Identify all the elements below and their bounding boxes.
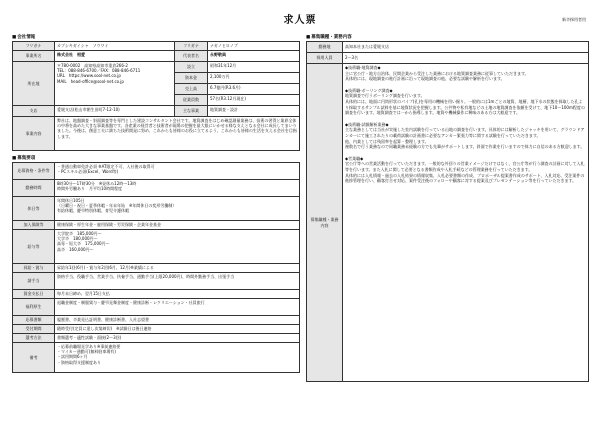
hires-label: 採用人員 <box>307 53 343 64</box>
job-type-label: 募集職種・業務内容 <box>307 64 343 382</box>
recruit-label: 受付期間 <box>13 325 55 334</box>
address-line: URL https://www.sool-net.co.jp <box>57 73 121 79</box>
business-label: 事業内容 <box>13 117 55 151</box>
branch-label: 支店 <box>13 106 55 117</box>
rep-name: 永野敬典 <box>208 51 300 62</box>
recruit-label: 賃金支払日 <box>13 290 55 299</box>
recruit-label: 昇給・賞与 <box>13 264 55 273</box>
rep-furigana-label: フリガナ <box>175 42 208 51</box>
recruit-table <box>12 162 300 373</box>
main-biz-value: 地質調査・設計 <box>208 106 300 117</box>
sales-label: 売上高 <box>175 84 208 95</box>
address-line: MAIL head-office@sool-net.co.jp <box>57 78 124 84</box>
recruit-label: 選考方法 <box>13 334 55 343</box>
recruit-value: 年間休日105日 （日曜日・祝日・夏季休暇・年末年始 ※年間休日の変形労働制） 有給休暇、慶弔特別休暇、育児介護休暇 <box>55 197 300 221</box>
founded-label: 設立 <box>175 62 208 73</box>
recruit-label: 諸手当 <box>13 273 55 290</box>
recruit-value: ・普通自動車免許必須 ※AT限定不可、入社後の取得可 ・PCスキル必須(Excel、Word等) <box>55 163 300 180</box>
recruit-value: 健康保険・厚生年金・雇用保険・労災保険・企業年金基金 <box>55 221 300 230</box>
rep-furigana: ナガノヒロノブ <box>208 42 300 51</box>
recruit-label: 休日等 <box>13 197 55 221</box>
recruit-section-title: ■ 募集要項 <box>12 156 35 162</box>
company-name-label: 事業所名 <box>13 51 55 62</box>
recruit-value: 昇給年1回(6月)・賞与年2回(6月、12月)※業績による <box>55 264 300 273</box>
recruit-value: 資格手当、役職手当、営業手当、扶養手当、通勤手当(上限20,000円)、時間外勤務手当、出張手当 <box>55 273 300 290</box>
recruit-label: 福利厚生 <box>13 299 55 316</box>
recruit-value: ・応募前職場見学あり※事前連絡要 ・マイカー通勤可(無料駐車場有) ・試用期間6ヶ月 ・資格取得支援制度あり <box>55 343 300 373</box>
location-label: 勤務地 <box>307 42 343 53</box>
rep-label: 代表者名 <box>175 51 208 62</box>
address-line: TEL：088-846-6700／FAX：088-846-6711 <box>57 68 141 74</box>
recruit-label: 応募資格・条件等 <box>13 163 55 180</box>
recruit-label: 勤務時間 <box>13 180 55 197</box>
business-description: 弊社は、地盤調査・斜面調査等を専門とした建設コンサルタント会社です。地質調査をはじめ確認測量業務は、技術の習得と業界全体の中将を高めた大きな事業基盤です。各産業の経営者と技術者が現場の把握を最大限にいかせる様な支えとなる会社に成長してまいりました。今後は、創意工夫に満ちた技術開発に努め、これからも皆様のお役に立てるよう、これからも皆様の生活を支える会社を目指します。 <box>55 117 300 151</box>
recruit-value: 書類選考・適性試験・面接(2～3回) <box>55 334 300 343</box>
job-table <box>306 41 589 382</box>
recruit-value: 履歴書、卒業見込証明書、健康診断書、入社志望書 <box>55 316 300 325</box>
company-furigana: カブシキガイシャ ソウワイ <box>55 42 175 51</box>
company-name: 株式会社 相愛 <box>55 51 175 62</box>
recruit-value: 退職金制度・制服貸与・慶弔見舞金制度・健康診断・レクリエーション・社員旅行 <box>55 299 300 316</box>
location-value: 高知本社または愛媛支店 <box>343 42 589 53</box>
company-section-title: ■ 会社情報 <box>12 35 35 41</box>
page-note: 新卒採用者用 <box>562 17 586 22</box>
company-table <box>12 41 300 151</box>
address-label: 所在地 <box>13 62 55 106</box>
recruit-label: 加入保険等 <box>13 221 55 230</box>
address-line: 〒780-0002 高知県高知市重倉266-2 <box>57 63 128 68</box>
sales-value: 6.7億円(R3.6月) <box>208 84 300 95</box>
recruit-value: 8時30分～17時30分 ※昼休み12時～13時 時間外労働あり 月平均10時間程度 <box>55 180 300 197</box>
recruit-label: 備考 <box>13 343 55 373</box>
job-description: ◆技術職-地質調査◆ 主に官公庁・地方自治体、民間企業から受注した業務における地質調査業務に従事していただきます。 具体的には、現地調査の進行計画に沿って現地調査の他、必要な試験や解析を行います。 ◆技術職-ボーリング調査◆ 地質調査で行うボーリング調査を行います。 具体的には、地面に円筒形状のパイプ(孔)を専用の機械を用い掘り、一般的には1mごとの地質、地層、地下水の状態を採取した孔より採取するサンプル試料を基に地質状況を把握します。公共物や私有地などの土地の地質調査を依頼を受けて、地下10～100m程度の調査を行います。地質調査では一から指導します。地質や機械操作に興味のある方は大歓迎です。 ◆技術職-試験解析業務◆ 主な業務としては当社が実施した室内試験を行っている山地の調査を行います。具体的には解析したジャッキを用いて、グラウンドアンカーにて施工されたりの載荷試験の計画書に必要なアンカー緊張力等に関する試験を行っていただきます。 他、内業としては残留率を起算・整理します。 複数名で行う業務なので同職業務未経験の方でも先輩がサポートします。斜面で作業を行いますので体力に自信のある方歓迎します。 ◆営業職◆ 官公庁等への営業活動を行っていただきます。一般的な外回りの営業イメージだけではなく、官公庁等が行う調査の計画に対して入札等を行います。また入札に関して必要となる書類作成や入札手続などの管理業務を行っていただきます。 具体的には入札情報・過去の入札結果の情報収集、入札必要書類の作成、プロポーザル提案書作成のサポート、入札対応、受注案件の進捗管理を行い、顧客打合せ対応、案件受注後のフォローや顧客に対する提案及びプレゼンテーション等を行っていただきます。 <box>343 64 589 382</box>
founded-value: 昭和31年12月 <box>208 62 300 73</box>
recruit-value: 大学院卒 185,000円～ 大学卒 180,000円～ 高専・短大卒 175,000円～ 高卒 160,000円～ <box>55 230 300 264</box>
recruit-value: 随時受付(定員に達し次第締切) ※試験日は後日連絡 <box>55 325 300 334</box>
main-biz-label: 主な事業 <box>175 106 208 117</box>
capital-value: 2,100万円 <box>208 73 300 84</box>
furigana-label: フリガナ <box>13 42 55 51</box>
address-block <box>55 62 175 106</box>
recruit-label: 応募書類 <box>13 316 55 325</box>
job-section-title: ■ 募集職種・業務内容 <box>306 35 352 41</box>
recruit-value: 毎月末日締め、翌月15日支払 <box>55 290 300 299</box>
employees-label: 従業員数 <box>175 95 208 106</box>
hires-value: 2～3名 <box>343 53 589 64</box>
employees-value: 57名(R3.12月現在) <box>208 95 300 106</box>
capital-label: 資本金 <box>175 73 208 84</box>
branch-value: 愛媛支店(松山市朝生田町7-12-10) <box>55 106 175 117</box>
page-title: 求人票 <box>283 15 317 26</box>
recruit-label: 給与等 <box>13 230 55 264</box>
